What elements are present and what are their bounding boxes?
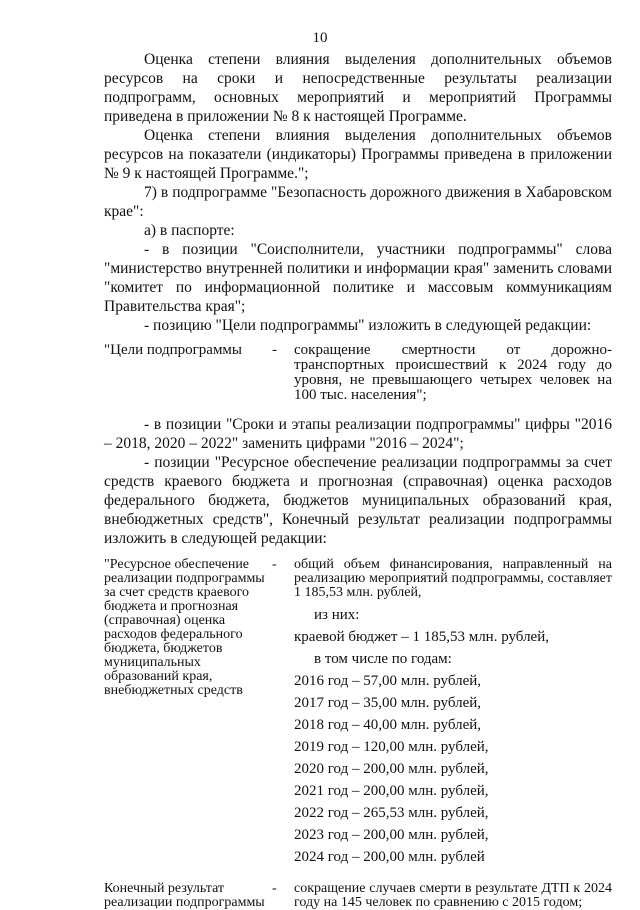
- year-row: 2018 год – 40,00 млн. рублей,: [294, 717, 482, 733]
- document-body: [104, 50, 612, 910]
- paragraph: Оценка степени влияния выделения дополнительных объемов ресурсов на показатели (индикаторы) Программы приведена в приложении № 9 к настоящей Программе.";: [104, 127, 612, 182]
- resources-of-them: из них:: [314, 607, 360, 623]
- resources-total: общий объем финансирования, направленный на реализацию мероприятий подпрограммы, составляет 1 185,53 млн. рублей,: [294, 557, 612, 600]
- goals-label: "Цели подпрограммы: [104, 342, 243, 358]
- paragraph: - в позиции "Сроки и этапы реализации подпрограммы" цифры "2016 – 2018, 2020 – 2022" заменить цифрами "2016 – 2024";: [104, 416, 612, 452]
- year-row: 2023 год – 200,00 млн. рублей,: [294, 827, 489, 843]
- final-result-dash: -: [272, 881, 277, 896]
- final-result-value: сокращение случаев смерти в результате ДТП к 2024 году на 145 человек по сравнению с 2015 годом;: [294, 881, 612, 910]
- resources-by-years: в том числе по годам:: [314, 651, 452, 667]
- page-number: 10: [312, 30, 328, 46]
- year-row: 2019 год – 120,00 млн. рублей,: [294, 739, 489, 755]
- goals-dash: -: [272, 342, 277, 358]
- year-row: 2020 год – 200,00 млн. рублей,: [294, 761, 489, 777]
- paragraph: - позицию "Цели подпрограммы" изложить в следующей редакции:: [144, 317, 592, 334]
- paragraph: а) в паспорте:: [144, 222, 235, 239]
- goals-value: сокращение смертности от дорожно-транспортных происшествий к 2024 году до уровня, не превышающего четырех человек на 100 тыс. населения";: [294, 342, 612, 403]
- resources-lines: [294, 604, 612, 868]
- paragraph: 7) в подпрограмме "Безопасность дорожного движения в Хабаровском крае":: [104, 184, 612, 220]
- year-row: 2022 год – 265,53 млн. рублей,: [294, 805, 489, 821]
- paragraph: - позиции "Ресурсное обеспечение реализации подпрограммы за счет средств краевого бюджета и прогнозная (справочная) оценка расходов федерального бюджета, бюджетов муниципальных образований края, внебюджетных средств", Конечный результат реализации подпрограммы изложить в следующей редакции:: [104, 454, 612, 547]
- year-row: 2016 год – 57,00 млн. рублей,: [294, 673, 482, 689]
- final-result-row: [104, 882, 612, 910]
- final-result-label: Конечный результат реализации подпрограммы: [104, 881, 265, 910]
- year-row: 2017 год – 35,00 млн. рублей,: [294, 695, 482, 711]
- resources-dash: -: [272, 557, 277, 572]
- resources-regional: краевой бюджет – 1 185,53 млн. рублей,: [294, 629, 549, 645]
- resources-value: [294, 558, 612, 868]
- paragraph: - в позиции "Соисполнители, участники подпрограммы" слова "министерство внутренней политики и информации края" заменить словами "комитет по информационной политике и массовым коммуникациям Правительства края";: [104, 241, 612, 315]
- year-row: 2024 год – 200,00 млн. рублей: [294, 849, 485, 865]
- resources-label: "Ресурсное обеспечение реализации подпрограммы за счет средств краевого бюджета и прогнозная (справочная) оценка расходов федерального бюджета, бюджетов муниципальных образований края, внебюджетных средств: [104, 557, 265, 698]
- resources-row: [104, 558, 612, 868]
- year-row: 2021 год – 200,00 млн. рублей,: [294, 783, 489, 799]
- goals-row: [104, 343, 612, 403]
- paragraph: Оценка степени влияния выделения дополнительных объемов ресурсов на сроки и непосредственные результаты реализации подпрограмм, основных мероприятий и мероприятий Программы приведена в приложении № 8 к настоящей Программе.: [104, 51, 612, 125]
